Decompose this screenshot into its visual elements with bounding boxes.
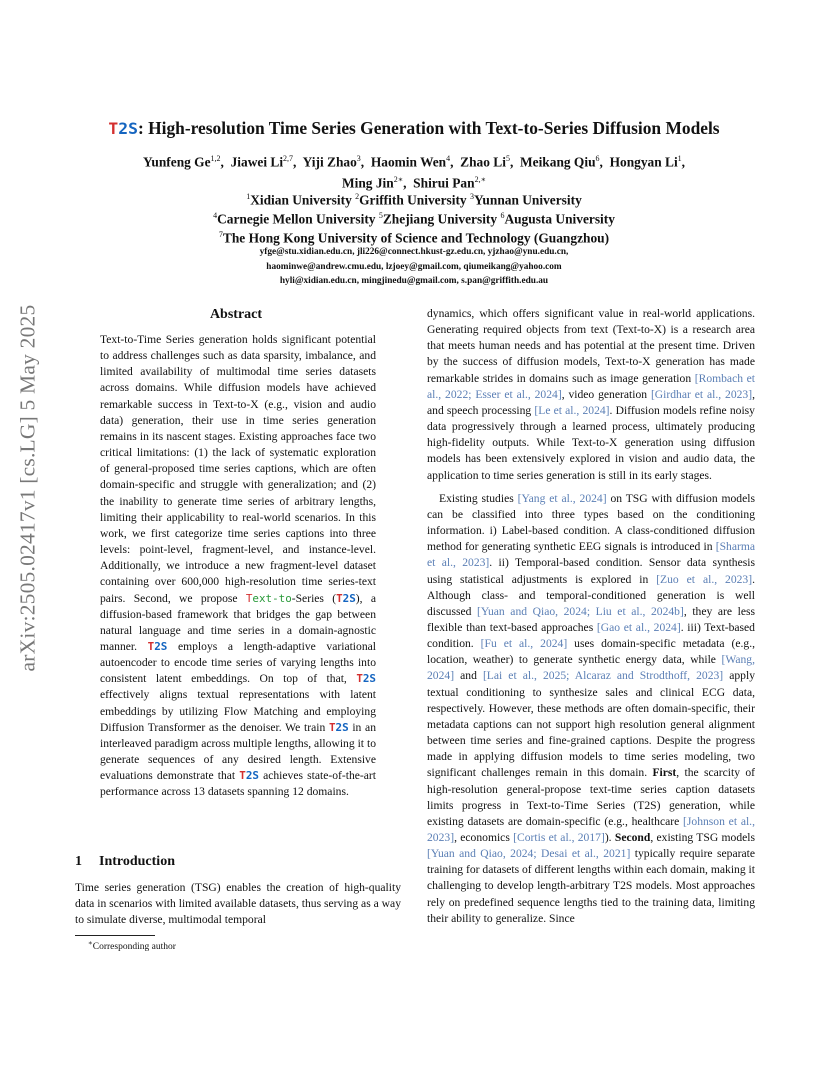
affiliation-line-3: $^7$The Hong Kong University of Science and Technology (Guangzhou) <box>218 230 610 246</box>
affiliation-line-1: $^1$Xidian University $^2$Griffith University $^3$Yunnan University <box>246 192 582 208</box>
citation-link[interactable]: [Yuan and Qiao, 2024; Desai et al., 2021] <box>427 847 631 861</box>
email-line[interactable]: yfge@stu.xidian.edu.cn, jli226@connect.hkust-gz.edu.cn, yjzhao@ynu.edu.cn, <box>259 247 569 257</box>
citation-link[interactable]: [Sharma et al., 2023] <box>427 540 755 570</box>
footnote-divider <box>75 935 155 936</box>
abstract-heading: Abstract <box>209 307 263 322</box>
author-name: Haomin Wen <box>370 154 447 170</box>
abstract-body: Text-to-Time Series generation holds significant potential to address challenges such as data sparsity, imbalance, and limited availability of multimodal time series datasets across domains. While diffusion models have achieved remarkable success in Text-to-X (e.g., vision and audio data) generation, their use in time series generation remains in its nascent stages. Existing approaches face two critical limitations: (1) the lack of systematic exploration of general-proposed time series captions, which are often domain-specific and struggle with generalization; and (2) the inability to generate time series of arbitrary lengths, limiting their applicability to real-world scenarios. In this work, we first categorize time series captions into three levels: point-level, fragment-level, and instance-level. Additionally, we introduce a new fragment-level dataset containing over 600,000 high-resolution time series-text pairs. Second, we propose Text-to-Series (T2S), a diffusion-based framework that bridges the gap between natural language and time series in a domain-agnostic manner. T2S employs a length-adaptive variational autoencoder to encode time series of varying lengths into consistent latent embeddings. On top of that, T2S effectively aligns textual representations with latent embeddings by utilizing Flow Matching and employing Diffusion Transformer as the denoiser. We train T2S in an interleaved paradigm across multiple lengths, allowing it to generate sequences of any desired length. Extensive evaluations demonstrate that T2S achieves state-of-the-art performance across 13 datasets spanning 12 domains. <box>100 333 376 799</box>
paper-title: T2S: High-resolution Time Series Generation with Text-to-Series Diffusion Models <box>108 118 720 138</box>
section-heading-introduction: 1 Introduction <box>75 854 175 869</box>
author-name: Yunfeng Ge <box>142 154 211 170</box>
citation-link[interactable]: [Yang et al., 2024] <box>517 491 607 505</box>
email-line[interactable]: haominwe@andrew.cmu.edu, lzjoey@gmail.com, qiumeikang@yahoo.com <box>266 261 562 272</box>
citation-link[interactable]: [Yuan and Qiao, 2024; Liu et al., 2024b] <box>477 604 684 618</box>
citation-link[interactable]: [Wang, 2024] <box>427 653 755 683</box>
right-column-text <box>427 306 755 927</box>
author-list: Yunfeng Ge$^{1,2}$, Jiawei Li$^{2,7}$, Yiji Zhao$^3$, Haomin Wen$^4$, Zhao Li$^5$, Meikang Qiu$^6$, Hongyan Li$^1$, Ming Jin$^{2∗}$, Shirui Pan$^{2,∗}$ <box>142 154 686 191</box>
paragraph: dynamics, which offers significant value in real-world applications. Generating required objects from text (Text-to-X) is a research area that meets human needs and has potential at the present time. Driven by the success of diffusion models, Text-to-X generation has made remarkable strides in domains such as image generation [Rombach et al., 2022; Esser et al., 2024], video generation [Girdhar et al., 2023], and speech processing [Le et al., 2024]. Diffusion models refine noisy data progressively through a learned process, ultimately producing high-fidelity outputs. While Text-to-X generation using diffusion models has been extensively explored in vision and audio data, the application to time series generation is still in its early stages. <box>427 307 755 482</box>
introduction-text: Time series generation (TSG) enables the creation of high-quality data in scenarios with limited available datasets, thus serving as a way to simulate diverse, multimodal temporal <box>75 881 401 927</box>
author-name: Meikang Qiu <box>520 154 596 170</box>
t2s-logo-text: T2S <box>108 119 138 138</box>
citation-link[interactable]: [Lai et al., 2025; Alcaraz and Strodthoff, 2023] <box>482 669 724 683</box>
footnote: ∗Corresponding author <box>88 939 176 953</box>
author-name: Shirui Pan <box>413 175 475 191</box>
arxiv-identifier[interactable] <box>8 285 48 690</box>
citation-link[interactable]: [Le et al., 2024] <box>534 403 610 417</box>
author-name: Yiji Zhao <box>302 154 357 170</box>
author-name: Jiawei Li <box>230 154 284 170</box>
citation-link[interactable]: [Rombach et al., 2022; Esser et al., 2024] <box>427 371 755 401</box>
citation-link[interactable]: [Fu et al., 2024] <box>480 637 568 651</box>
arxiv-id-text: arXiv:2505.02417v1 [cs.LG] 5 May 2025 <box>15 304 40 671</box>
author-emails <box>70 245 758 289</box>
citation-link[interactable]: [Girdhar et al., 2023] <box>650 387 753 401</box>
citation-link[interactable]: [Gao et al., 2024] <box>596 620 681 634</box>
author-name: Zhao Li <box>460 154 506 170</box>
author-name: Hongyan Li <box>609 154 678 170</box>
paragraph: Existing studies [Yang et al., 2024] on TSG with diffusion models can be classified into three types based on the conditioning information. i) Label-based condition. A class-conditioned diffusion method for generating synthetic EEG signals is introduced in [Sharma et al., 2023]. ii) Temporal-based condition. Sensor data synthesis using statistical adjustments is explored in [Zuo et al., 2023]. Although class- and temporal-conditioned generation is well discussed [Yuan and Qiao, 2024; Liu et al., 2024b], they are less flexible than text-based approaches [Gao et al., 2024]. iii) Text-based condition. [Fu et al., 2024] uses domain-specific metadata (e.g., location, weather) to generate synthetic energy data, while [Wang, 2024] and [Lai et al., 2025; Alcaraz and Strodthoff, 2023] apply textual conditioning to synthesize sales and clinical ECG data, respectively. However, these methods are often domain-specific, their metadata captions can not support high resolution general alignment between time series and fine-grained captions. Despite the progress made in applying diffusion models to time series modeling, two significant challenges remain in this domain. First, the scarcity of high-resolution general-propose text-time series caption datasets limits progress in Text-to-Time Series (T2S) generation, while existing datasets are domain-specific (e.g., healthcare [Johnson et al., 2023], economics [Cortis et al., 2017]). Second, existing TSG models [Yuan and Qiao, 2024; Desai et al., 2021] typically require separate training for datasets of different lengths within each domain, making it challenging to develop length-arbitrary T2S models. Most approaches rely on predefined sequence lengths tied to the training data, limiting their ability to generalize. Since <box>427 491 756 925</box>
author-name: Ming Jin <box>341 175 394 191</box>
affiliation-line-2: $^4$Carnegie Mellon University $^5$Zhejiang University $^6$Augusta University <box>213 211 615 227</box>
citation-link[interactable]: [Johnson et al., 2023] <box>427 814 755 844</box>
citation-link[interactable]: [Zuo et al., 2023] <box>656 572 753 586</box>
citation-link[interactable]: [Cortis et al., 2017] <box>513 831 605 844</box>
email-line[interactable]: hyli@xidian.edu.cn, mingjinedu@gmail.com, s.pan@griffith.edu.au <box>279 276 549 286</box>
